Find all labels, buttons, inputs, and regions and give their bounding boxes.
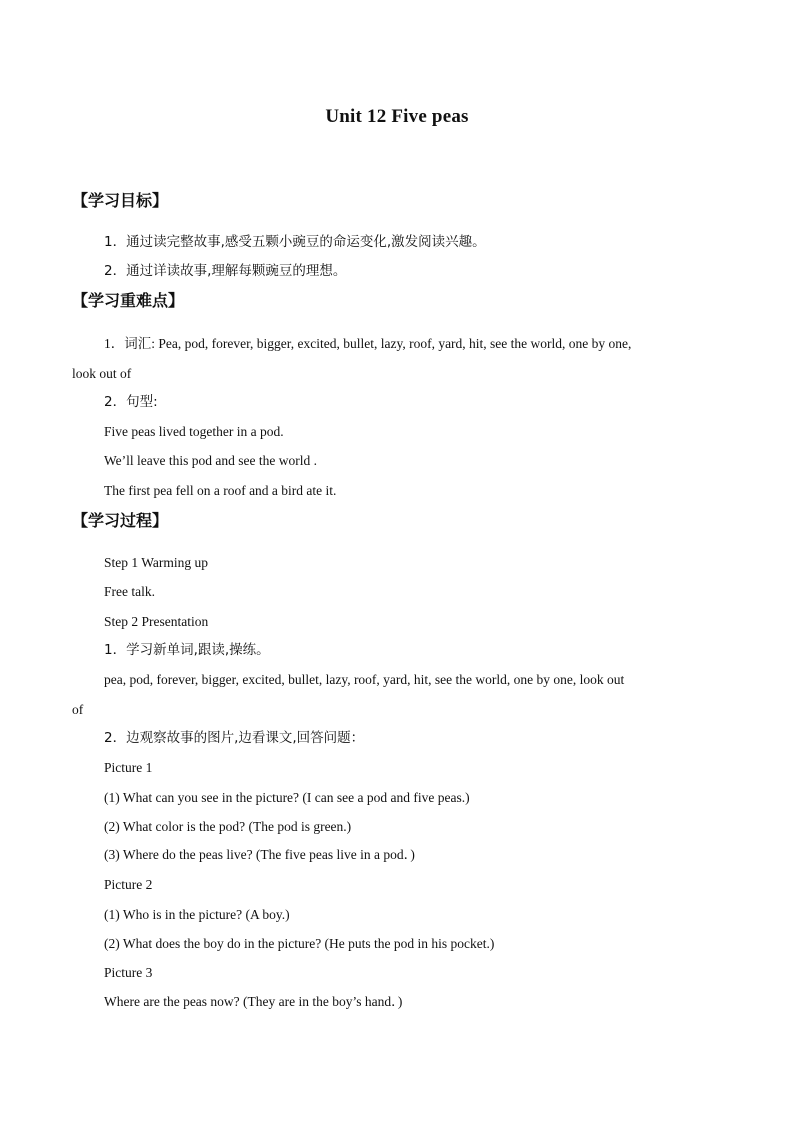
- free-talk: Free talk.: [104, 584, 155, 599]
- picture-2-question-2: (2) What does the boy do in the picture? (He puts the pod in his pocket.): [104, 936, 495, 951]
- picture-1-question-1: (1) What can you see in the picture? (I can see a pod and five peas.): [104, 790, 470, 805]
- task-1: 1．学习新单词,跟读,操练。: [104, 642, 270, 658]
- vocab-line-1: 1．词汇: Pea, pod, forever, bigger, excited, bullet, lazy, roof, yard, hit, see the world, one by one,: [104, 336, 632, 351]
- sentence-2: We’ll leave this pod and see the world .: [104, 453, 317, 468]
- picture-1-question-3: (3) Where do the peas live? (The five peas live in a pod．): [104, 847, 415, 862]
- picture-1-label: Picture 1: [104, 760, 153, 775]
- page-title: Unit 12 Five peas: [325, 106, 469, 127]
- section-heading-objectives: 【学习目标】: [72, 191, 169, 210]
- picture-1-question-2: (2) What color is the pod? (The pod is green.): [104, 819, 352, 834]
- step-1: Step 1 Warming up: [104, 555, 209, 570]
- picture-2-label: Picture 2: [104, 877, 153, 892]
- task-2: 2．边观察故事的图片,边看课文,回答问题：: [104, 730, 365, 746]
- section-heading-process: 【学习过程】: [72, 511, 169, 530]
- step-2: Step 2 Presentation: [104, 614, 209, 629]
- picture-2-question-1: (1) Who is in the picture? (A boy.): [104, 907, 290, 922]
- objective-item-2: 2．通过详读故事,理解每颗豌豆的理想。: [104, 263, 347, 279]
- objective-item-1: 1．通过读完整故事,感受五颗小豌豆的命运变化,激发阅读兴趣。: [104, 234, 486, 250]
- vocab-line-2: look out of: [72, 366, 132, 381]
- picture-3-question-1: Where are the peas now? (They are in the boy’s hand．): [104, 994, 403, 1009]
- section-heading-key-points: 【学习重难点】: [72, 291, 185, 310]
- sentence-3: The first pea fell on a roof and a bird ate it.: [104, 483, 337, 498]
- words-line-2: of: [72, 702, 84, 717]
- sentence-label: 2．句型:: [104, 394, 158, 410]
- picture-3-label: Picture 3: [104, 965, 153, 980]
- words-line-1: pea, pod, forever, bigger, excited, bullet, lazy, roof, yard, hit, see the world, one by one, look out: [104, 672, 625, 687]
- sentence-1: Five peas lived together in a pod.: [104, 424, 284, 439]
